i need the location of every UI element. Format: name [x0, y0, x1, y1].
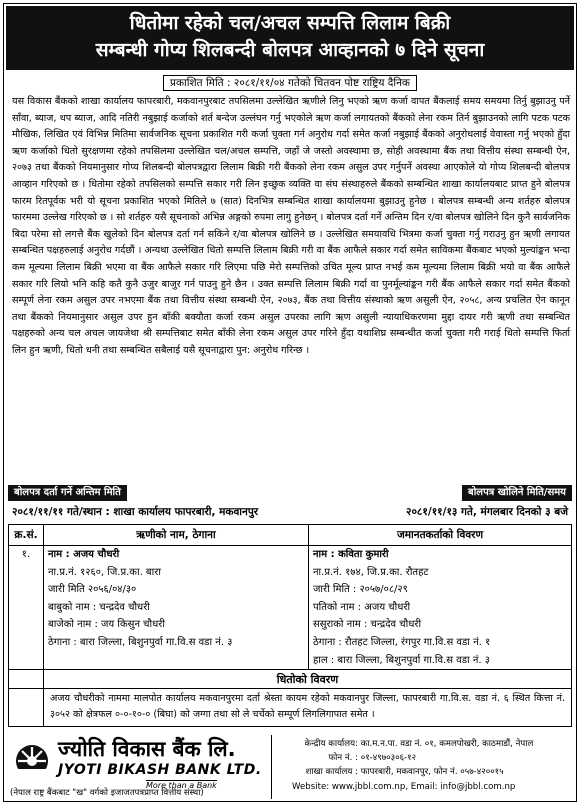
guarantor-issue-date: जारी मिति : २०५७/०८/२९ [313, 584, 408, 596]
bank-logo-icon [12, 739, 52, 779]
branch-label: शाखा कार्यालय : [305, 767, 358, 778]
guarantor-husband: पतिको नाम : अजय चौधरी [313, 601, 411, 613]
guarantor-name: नाम : कविता कुमारी [313, 549, 389, 560]
borrower-name: नाम : अजय चौधरी [48, 549, 120, 560]
guarantor-father-in-law: ससुराको नाम : चन्द्रदेव चौधरी [313, 619, 422, 631]
publication-info [4, 75, 576, 91]
submission-deadline-value: २०८१/११/११ गते/स्थान : शाखा कार्यालय फापरबारी, मकवानपुर [12, 506, 259, 518]
borrower-table [8, 524, 572, 727]
bank-contact [278, 737, 574, 794]
collateral-spacer-2 [9, 689, 44, 727]
guarantor-address: ठेगाना : रौतहट जिल्ला, रंगपुर गा.वि.स वडा नं. १ [313, 636, 491, 648]
borrower-issue-date: जारी मिति २०५६/०४/३० [48, 584, 137, 596]
head-phone-label: फोन नं. : [328, 753, 358, 764]
borrower-address: ठेगाना : बारा जिल्ला, बिशुनपुर्वा गा.वि.स वडा नं. ३ [48, 636, 233, 648]
table-header-row [9, 525, 572, 546]
notice-title-line-1: धितोमा रहेको चल/अचल सम्पत्ति लिलाम बिक्री [129, 12, 451, 34]
submission-deadline-label: बोलपत्र दर्ता गर्ने अन्तिम मिति [8, 485, 127, 501]
website-email-line[interactable]: Website: www.jbbl.com.np, Email: info@jbbl.com.np [292, 781, 516, 792]
bank-name-english: JYOTI BIKASH BANK LTD. [58, 762, 262, 778]
opening-date-value: २०८१/११/१३ गते, मंगलबार दिनको ३ बजे [406, 506, 568, 518]
notice-body: यस विकास बैंकको शाखा कार्यालय फापरबारी, मकवानपुरबाट तपसिलमा उल्लेखित ऋणीले लिनु भएको ऋण कर्जा वापत बैंकलाई समय समयमा तिर्नु बुझाउनु पर्ने साँवा, ब्याज, थप ब्याज, आदि नतिरी नबुझाई कर्जाको शर्त बन्देज उल्लंघन गर्नु भएकोले ऋण कर्जा लगायतको बैंकको लेना रकम तिर्न बुझाउनको लागि पटक पटक मौखिक, लिखित एवं विभिन्न मितिमा सार्वजनिक सूचना प्रकाशित गरी कर्जा चुक्ता गर्न अनुरोध गर्दा समेत कर्जा नबुझाई बैंकको अनुरोधलाई वेवास्ता गर्नु भएको हुँदा ऋण कर्जाको धितो सुरक्षणमा रहेको तपसिलमा उल्लेखित चल/अचल सम्पत्ति, जहाँ जे जस्तो अवस्थामा छ, सोही अवस्थामा बैंक तथा वित्तीय संस्था सम्बन्धी ऐन, २०७३ तथा बैंकको नियमानुसार गोप्य शिलबन्दी बोलपत्रद्वारा लिलाम बिक्री गरी बैंकको लेना रकम असुल उपर गर्नुपर्ने अवस्था आएकोले यो गोप्य शिलबन्दी बोलपत्र आव्हान गरिएको छ । धितोमा रहेको तपसिलको सम्पत्ति सकार गरी लिन इच्छुक व्यक्ति वा संघ संस्थाहरुले बैंकको सम्बन्धित शाखा कार्यालयबाट प्राप्त हुने बोलपत्र फारम रितपूर्वक भरी यो सूचना प्रकाशित भएको मितिले ७ (सात) दिनभित्र सम्बन्धित शाखा कार्यालयमा बुझाउनु हुनेछ । बोलपत्र सम्बन्धी अन्य शर्तहरु बोलपत्र फारममा उल्लेख गरिएको छ । सो शर्तहरु यसै सूचनाको अभिन्न अङ्गको रुपमा लागु हुनेछन् । बोलपत्र दर्ता गर्ने अन्तिम दिन र/वा बोलपत्र खोलिने दिन कुनै सार्वजनिक बिदा परेमा सो लगत्तै बैंक खुलेको दिन बोलपत्र दर्ता गर्न सकिने र/वा बोलपत्र खोलिने छ । उल्लेखित समयावधि भित्रमा कर्जा चुक्ता गर्नु गराउनु हुन ऋणी लगायत सम्बन्धित पक्षहरुलाई अनुरोध गर्दछौं । अन्यथा उल्लेखित धितो सम्पत्ति लिलाम बिक्री गरी वा बैंक आफैले सकार गर्दा समेत साविकमा बैंकबाट भएको मुल्यांङ्कन भन्दा कम मूल्यमा लिलाम बिक्री भएमा वा बैंक आफैले सकार गरि लिएमा पछि मेरो सम्पत्तिको उचित मूल्य प्राप्त नभई कम मूल्यमा लिलाम बिक्री भयो वा बैंक आफैले सकार गरि लियो भनि कहि कतै कुनै उजुर बाजुर गर्न पाउनु हुने छैन । उक्त सम्पत्ति लिलाम बिक्री गर्दा वा पुनर्मूल्यांङ्कन गरी बैंक आफैले सकार गर्दा समेत बैंकको सम्पूर्ण लेना रकम असुल उपर नभएमा बैंक तथा वित्तीय संस्था सम्बन्धी ऐन, २०७३, बैंक तथा वित्तीय संस्थाको ऋण असुली ऐन, २०५८, अन्य प्रचलित ऐन कानून तथा बैंकको नियमानुसार असुल उपर हुन बाँकी बक्यौता कर्जा रकम असुल उपरका लागि ऋण असुली न्यायाधिकरणमा मुद्दा दायर गरी ऋणी तथा सम्बन्धित पक्षहरुको अन्य चल अचल जायजेथा श्री सम्पत्तिबाट समेत बाँकी लेना रकम असुल उपर गरिने हुँदा यथाशिघ्र सम्बन्धीत कर्जा चुक्ता गरी गराई धितो सम्पत्ति फिर्ता लिन हुन ऋणी, धितो धनी तथा सम्बन्धित सबैलाई यसै सूचनाद्वारा पुन: अनुरोध गरिन्छ । [12, 96, 570, 356]
head-phone-value: ०१-४९७०३०६-१२ [360, 753, 417, 764]
bank-footer [6, 735, 574, 799]
guarantor-current-address: हाल : बारा जिल्ला, बिशुनपुर्वा गा.वि.स वडा नं. ३ [313, 654, 490, 666]
collateral-spacer [9, 670, 44, 689]
bank-license-note: (नेपाल राष्ट्र बैंकबाट "ख" वर्गको इजाजतपत्रप्राप्त वित्तीय संस्था) [10, 788, 204, 798]
branch-value: फापरबारी, मकवानपुर, फोन नं. ०५७-४२००१५ [360, 767, 504, 778]
borrower-details [44, 546, 309, 670]
bank-logo-area [6, 735, 272, 799]
borrower-grandfather: बाजेको नाम : जय किसुन चौधरी [48, 619, 165, 631]
guarantor-details [309, 546, 572, 670]
head-office-label: केन्द्रीय कार्यालय: [304, 739, 358, 749]
head-office-value: का.म.न.पा. वडा नं. ०१, कमलपोखरी, काठमाडौं, नेपाल [360, 739, 534, 749]
head-office-line [278, 737, 574, 751]
deadline-values-bar [8, 505, 572, 520]
col-borrower: ऋणीको नाम, ठेगाना [44, 525, 309, 546]
borrower-citizenship: ना.प्र.नं. १२६०, जि.प्र.का. बारा [48, 566, 161, 578]
branch-line [278, 765, 574, 779]
col-serial: क्र.सं. [9, 525, 44, 546]
deadline-labels-bar [6, 485, 574, 501]
notice-title-box [6, 6, 574, 70]
collateral-header-row [9, 670, 572, 689]
head-phone-line [278, 751, 574, 765]
bank-tagline: More than a Bank [146, 781, 217, 790]
guarantor-citizenship: ना.प्र.नं. १७४, जि.प्र.का. रौतहट [313, 566, 429, 578]
collateral-row [9, 689, 572, 727]
table-row [9, 546, 572, 670]
serial-number: १. [9, 546, 44, 670]
notice-page [3, 3, 577, 802]
publication-date: प्रकाशित मिति : २०८१/११/०४ गतेको चितवन पोष्ट राष्ट्रिय दैनिक [163, 75, 417, 91]
bank-name-nepali: ज्योति विकास बैंक लि. [58, 737, 236, 761]
borrower-father: बाबुको नाम : चन्द्रदेव चौधरी [48, 601, 150, 613]
opening-date-label: बोलपत्र खोलिने मिति/समय [462, 485, 572, 501]
collateral-title: धितोको विवरण [44, 670, 572, 689]
collateral-details: अजय चौधरीको नाममा मालपोत कार्यालय मकवानपुरमा दर्ता श्रेस्ता कायम रहेको मकवानपुर जिल्ला, फापरबारी गा.वि.स. वडा नं. ६ स्थित कित्ता नं. ३०५२ को क्षेत्रफल ०-०-१०-० (बिघा) को जग्गा तथा सो ले चर्चेको सम्पूर्ण लिगलिगापात समेत । [44, 689, 572, 727]
notice-title-line-2: सम्बन्धी गोप्य शिलबन्दी बोलपत्र आव्हानको ७ दिने सूचना [95, 39, 485, 61]
col-guarantor: जमानतकर्ताको विवरण [309, 525, 572, 546]
